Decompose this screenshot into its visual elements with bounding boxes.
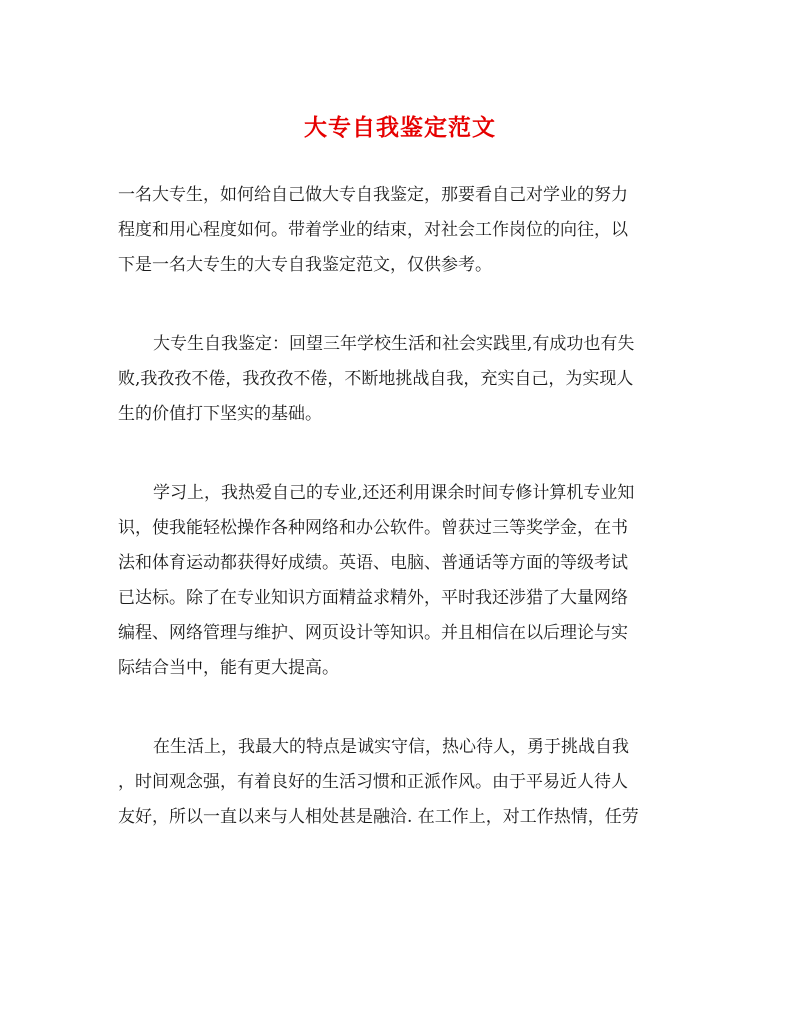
document-body: [118, 178, 684, 835]
paragraph-line: 识，使我能轻松操作各种网络和办公软件。曾获过三等奖学金，在书: [118, 518, 628, 538]
paragraph-line: 际结合当中，能有更大提高。: [118, 658, 339, 678]
paragraph-line: 生的价值打下坚实的基础。: [118, 404, 322, 424]
paragraph-line: 败,我孜孜不倦，我孜孜不倦，不断地挑战自我，充实自己，为实现人: [118, 369, 634, 389]
paragraph-line: 大专生自我鉴定：回望三年学校生活和社会实践里,有成功也有失: [153, 334, 635, 354]
paragraph-line: 法和体育运动都获得好成绩。英语、电脑、普通话等方面的等级考试: [118, 553, 628, 573]
paragraph-line: 在生活上，我最大的特点是诚实守信，热心待人，勇于挑战自我: [153, 737, 629, 757]
paragraph-self-assessment: [118, 327, 684, 432]
paragraph-line: 学习上，我热爱自己的专业,还还利用课余时间专修计算机专业知: [153, 483, 635, 503]
paragraph-gap: [118, 686, 684, 730]
paragraph-gap: [118, 283, 684, 327]
document-title: 大专自我鉴定范文: [304, 114, 496, 141]
paragraph-life: [118, 730, 684, 835]
paragraph-line: 一名大专生，如何给自己做大专自我鉴定，那要看自己对学业的努力: [118, 185, 628, 205]
paragraph-line: 程度和用心程度如何。带着学业的结束，对社会工作岗位的向往，以: [118, 220, 628, 240]
paragraph-intro: [118, 178, 684, 283]
paragraph-line: 已达标。除了在专业知识方面精益求精外，平时我还涉猎了大量网络: [118, 588, 628, 608]
paragraph-line: 下是一名大专生的大专自我鉴定范文，仅供参考。: [118, 255, 492, 275]
paragraph-line: ，时间观念强，有着良好的生活习惯和正派作风。由于平易近人待人: [118, 772, 628, 792]
paragraph-gap: [118, 432, 684, 476]
paragraph-study: [118, 476, 684, 686]
paragraph-line: 编程、网络管理与维护、网页设计等知识。并且相信在以后理论与实: [118, 623, 628, 643]
paragraph-line: 友好，所以一直以来与人相处甚是融洽. 在工作上，对工作热情，任劳: [118, 807, 639, 827]
